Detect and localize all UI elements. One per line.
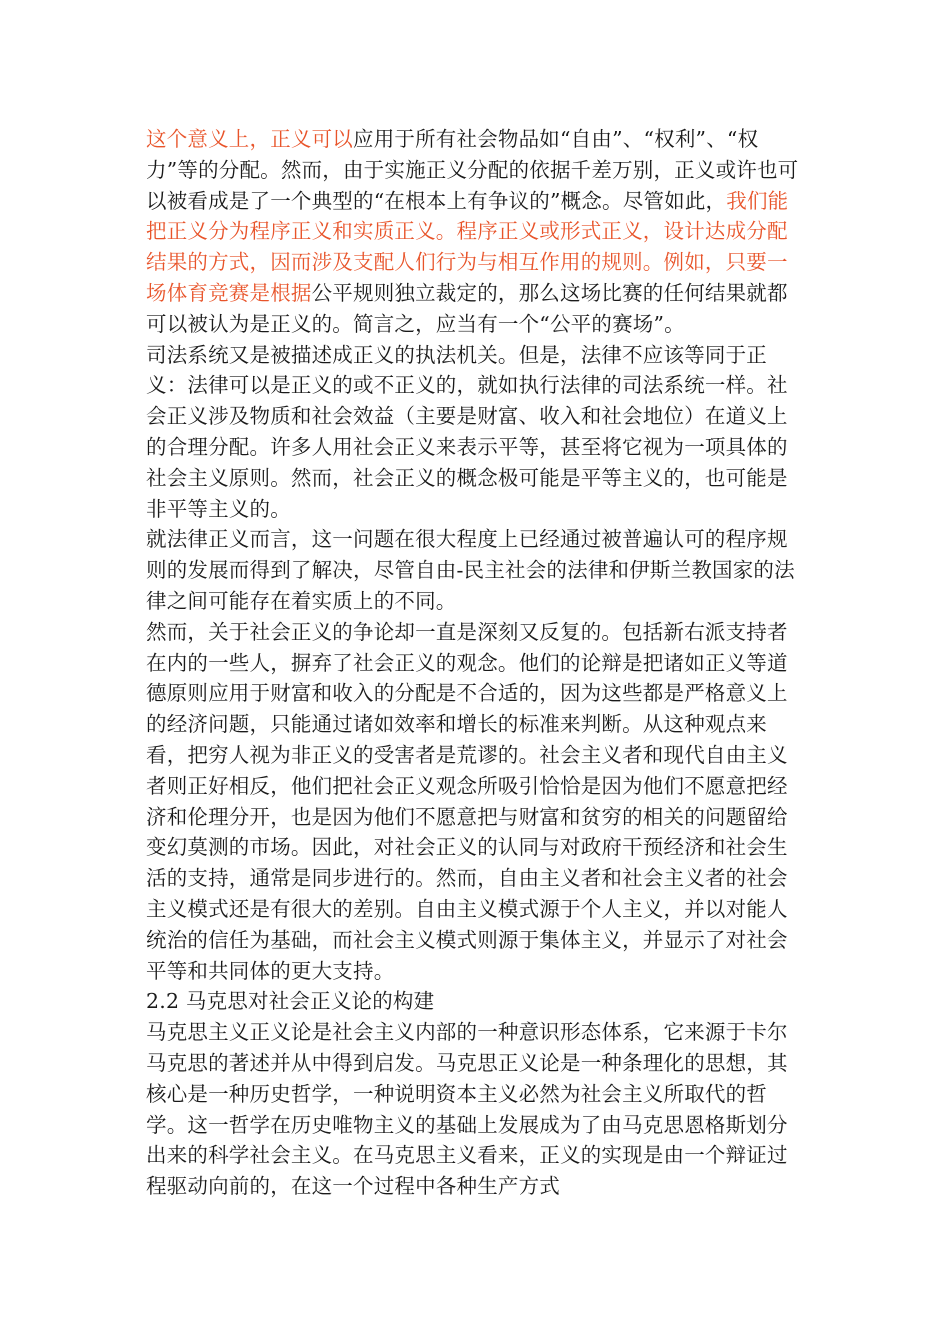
document-body [146,124,801,1202]
section-heading: 2.2 马克思对社会正义论的构建 [146,989,435,1014]
body-text: 公平规则独立裁定的，那么这场比赛的任何结果就都可以被认为是正义的。简言之，应当有一个“公平的赛场”。 [146,280,788,336]
paragraph-4: 然而，关于社会正义的争论却一直是深刻又反复的。包括新右派支持者在内的一些人，摒弃了社会正义的观念。他们的论辩是把诸如正义等道德原则应用于财富和收入的分配是不合适的，因为这些都是严格意义上的经济问题，只能通过诸如效率和增长的标准来判断。从这种观点来看，把穷人视为非正义的受害者是荒谬的。社会主义者和现代自由主义者则正好相反，他们把社会正义观念所吸引恰恰是因为他们不愿意把经济和伦理分开，也是因为他们不愿意把与财富和贫穷的相关的问题留给变幻莫测的市场。因此，对社会正义的认同与对政府干预经济和社会生活的支持，通常是同步进行的。然而，自由主义者和社会主义者的社会主义模式还是有很大的差别。自由主义模式源于个人主义，并以对能人统治的信任为基础，而社会主义模式则源于集体主义，并显示了对社会平等和共同体的更大支持。 [146,619,788,983]
body-text: 应用于所有社会物品如“自由”、“权利”、“权力”等的分配。然而，由于实施正义分配的依据千差万别，正义或许也可以被看成是了一个典型的“在根本上有争议的”概念。尽管如此， [146,127,799,213]
paragraph-3: 就法律正义而言，这一问题在很大程度上已经通过被普遍认可的程序规则的发展而得到了解决，尽管自由-民主社会的法律和伊斯兰教国家的法律之间可能存在着实质上的不同。 [146,527,795,613]
highlight-text: 这个意义上，正义可以 [146,127,353,151]
paragraph-2: 司法系统又是被描述成正义的执法机关。但是，法律不应该等同于正义：法律可以是正义的或不正义的，就如执行法律的司法系统一样。社会正义涉及物质和社会效益（主要是财富、收入和社会地位）在道义上的合理分配。许多人用社会正义来表示平等，甚至将它视为一项具体的社会主义原则。然而，社会正义的概念极可能是平等主义的，也可能是非平等主义的。 [146,342,788,521]
paragraph-5: 马克思主义正义论是社会主义内部的一种意识形态体系，它来源于卡尔马克思的著述并从中得到启发。马克思正义论是一种条理化的思想，其核心是一种历史哲学，一种说明资本主义必然为社会主义所取代的哲学。这一哲学在历史唯物主义的基础上发展成为了由马克思恩格斯划分出来的科学社会主义。在马克思主义看来，正义的实现是由一个辩证过程驱动向前的，在这一个过程中各种生产方式 [146,1020,788,1199]
paragraph-1 [146,124,801,340]
highlight-text: 我们能把正义分为程序正义和实质正义。程序正义或形式正义，设计达成分配结果的方式，因而涉及支配人们行为与相互作用的规则。例如，只要一场体育竞赛是根据 [146,188,789,305]
